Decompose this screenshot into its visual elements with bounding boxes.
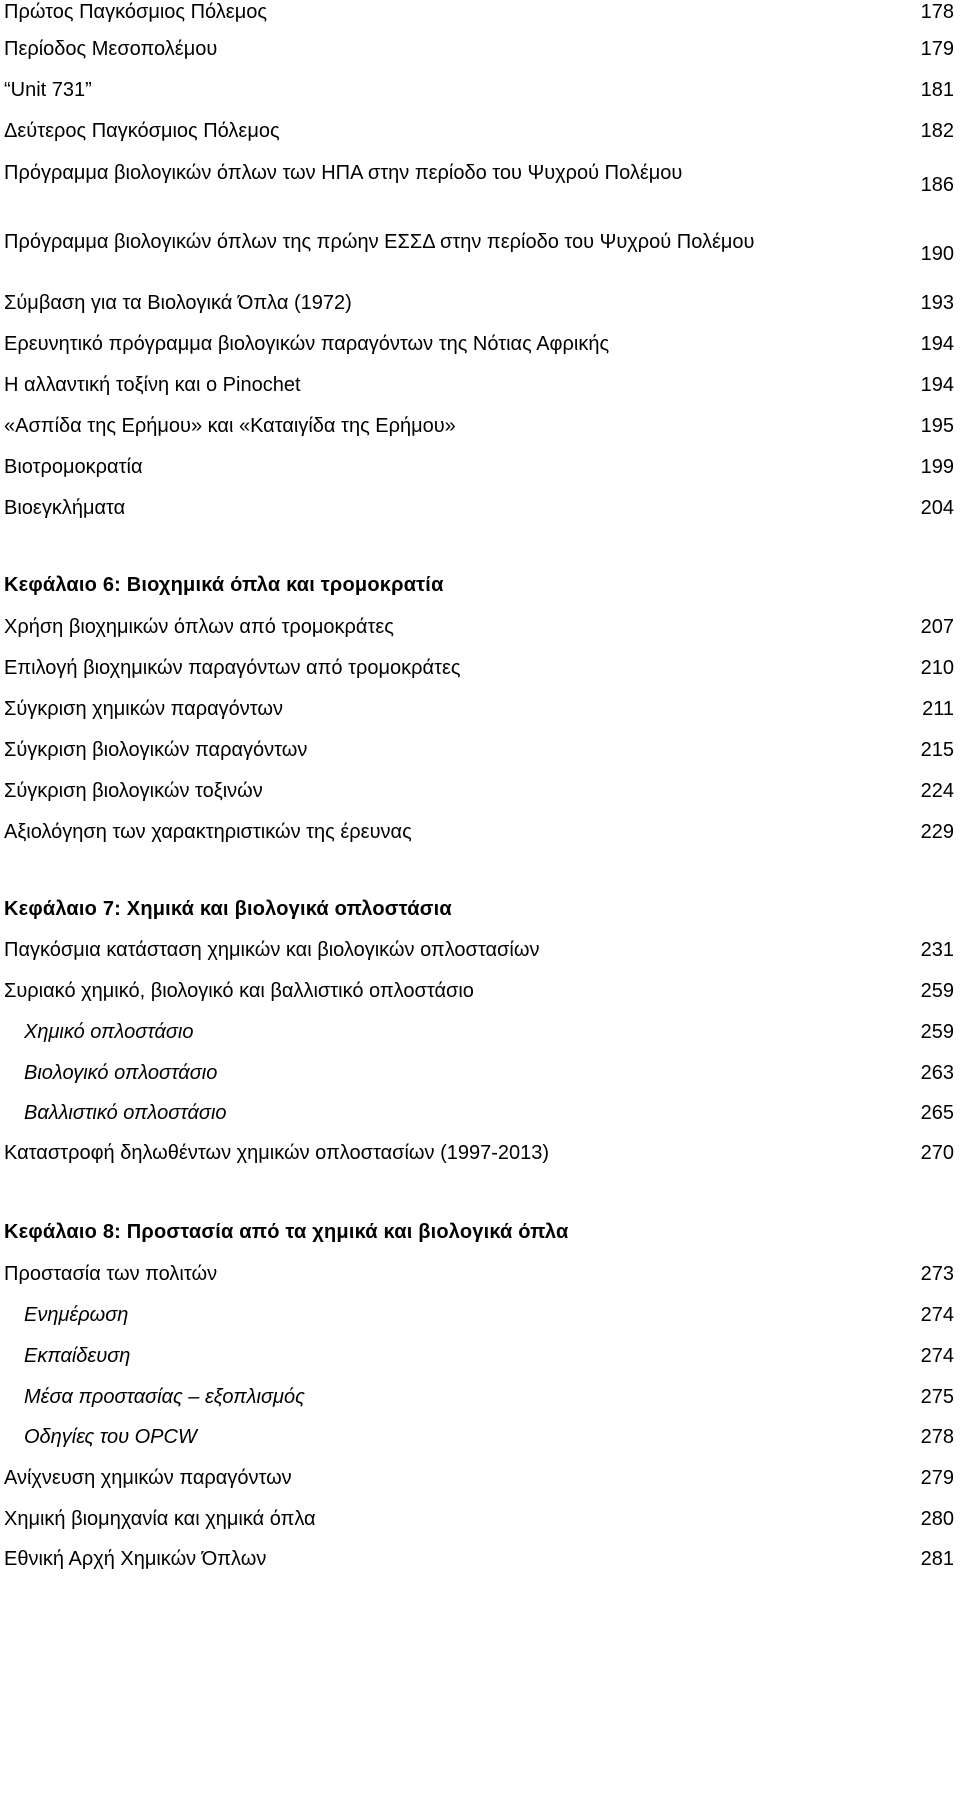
- toc-entry-title: Βιοεγκλήματα: [4, 497, 126, 519]
- toc-entry-title: “Unit 731”: [4, 79, 92, 101]
- toc-entry-title: Ανίχνευση χημικών παραγόντων: [4, 1467, 292, 1489]
- toc-entry-title: Αξιολόγηση των χαρακτηριστικών της έρευνας: [4, 821, 412, 843]
- toc-entry-title: Προστασία των πολιτών: [4, 1263, 218, 1285]
- toc-entry-title: Πρόγραμμα βιολογικών όπλων των ΗΠΑ στην περίοδο του Ψυχρού Πολέμου: [4, 162, 683, 184]
- toc-entry-page: 199: [920, 456, 954, 478]
- toc-entry-page: 259: [920, 980, 954, 1002]
- toc-entry-title: Χημική βιομηχανία και χημικά όπλα: [4, 1508, 316, 1530]
- toc-subentry-page: 274: [920, 1345, 954, 1367]
- toc-entry-title: Χρήση βιοχημικών όπλων από τρομοκράτες: [4, 616, 394, 638]
- toc-entry-page: 195: [920, 415, 954, 437]
- toc-entry-title: Παγκόσμια κατάσταση χημικών και βιολογικών οπλοστασίων: [4, 939, 540, 961]
- toc-entry-page: 215: [920, 739, 954, 761]
- toc-entry-page: 181: [920, 79, 954, 101]
- toc-entry-page: 182: [920, 120, 954, 142]
- toc-entry-title: Πρώτος Παγκόσμιος Πόλεμος: [4, 1, 267, 23]
- toc-entry-page: 179: [920, 38, 954, 60]
- chapter-heading-title: Κεφάλαιο 7: Χημικά και βιολογικά οπλοστάσια: [4, 898, 452, 920]
- toc-subentry-page: 278: [920, 1426, 954, 1448]
- toc-entry-page: 194: [920, 374, 954, 396]
- toc-entry-page: 273: [920, 1263, 954, 1285]
- toc-entry-page: 281: [920, 1548, 954, 1570]
- toc-entry-title: Σύγκριση χημικών παραγόντων: [4, 698, 284, 720]
- toc-entry-page: 186: [920, 174, 954, 196]
- toc-subentry-title: Οδηγίες του OPCW: [24, 1426, 197, 1448]
- toc-entry-page: 229: [920, 821, 954, 843]
- toc-entry-title: Η αλλαντική τοξίνη και ο Pinochet: [4, 374, 301, 396]
- toc-entry-title: Σύμβαση για τα Βιολογικά Όπλα (1972): [4, 292, 352, 314]
- toc-subentry-title: Ενημέρωση: [24, 1304, 129, 1326]
- toc-entry-title: Πρόγραμμα βιολογικών όπλων της πρώην ΕΣΣΔ στην περίοδο του Ψυχρού Πολέμου: [4, 231, 755, 253]
- toc-entry-page: 224: [920, 780, 954, 802]
- toc-subentry-title: Μέσα προστασίας – εξοπλισμός: [24, 1386, 305, 1408]
- toc-entry-title: Σύγκριση βιολογικών παραγόντων: [4, 739, 308, 761]
- toc-entry-page: 194: [920, 333, 954, 355]
- toc-entry-title: Επιλογή βιοχημικών παραγόντων από τρομοκράτες: [4, 657, 461, 679]
- toc-entry-page: 193: [920, 292, 954, 314]
- toc-entry-title: Δεύτερος Παγκόσμιος Πόλεμος: [4, 120, 280, 142]
- toc-entry-page: 178: [920, 1, 954, 23]
- toc-entry-page: 270: [920, 1142, 954, 1164]
- toc-entry-title: «Ασπίδα της Ερήμου» και «Καταιγίδα της Ερήμου»: [4, 415, 456, 437]
- toc-entry-title: Βιοτρομοκρατία: [4, 456, 143, 478]
- toc-entry-page: 210: [920, 657, 954, 679]
- toc-subentry-title: Εκπαίδευση: [24, 1345, 131, 1367]
- toc-entry-page: 207: [920, 616, 954, 638]
- toc-entry-title: Σύγκριση βιολογικών τοξινών: [4, 780, 263, 802]
- toc-subentry-page: 259: [920, 1021, 954, 1043]
- toc-entry-title: Ερευνητικό πρόγραμμα βιολογικών παραγόντων της Νότιας Αφρικής: [4, 333, 610, 355]
- toc-entry: [4, 230, 954, 278]
- toc-entry-page: 211: [922, 698, 954, 720]
- toc-entry-page: 190: [920, 243, 954, 265]
- toc-subentry-page: 263: [920, 1062, 954, 1084]
- toc-entry-title: Περίοδος Μεσοπολέμου: [4, 38, 218, 60]
- toc-subentry-page: 265: [920, 1102, 954, 1124]
- toc-entry: [4, 161, 954, 209]
- toc-subentry-title: Βιολογικό οπλοστάσιο: [24, 1062, 218, 1084]
- toc-entry-page: 280: [920, 1508, 954, 1530]
- toc-entry-page: 231: [920, 939, 954, 961]
- toc-entry-title: Εθνική Αρχή Χημικών Όπλων: [4, 1548, 267, 1570]
- toc-entry-page: 279: [920, 1467, 954, 1489]
- chapter-heading-title: Κεφάλαιο 6: Βιοχημικά όπλα και τρομοκρατία: [4, 574, 444, 596]
- toc-subentry-page: 274: [920, 1304, 954, 1326]
- toc-subentry-title: Χημικό οπλοστάσιο: [24, 1021, 194, 1043]
- toc-entry-title: Καταστροφή δηλωθέντων χημικών οπλοστασίων (1997-2013): [4, 1142, 550, 1164]
- toc-subentry-title: Βαλλιστικό οπλοστάσιο: [24, 1102, 227, 1124]
- toc-subentry-page: 275: [920, 1386, 954, 1408]
- chapter-heading-title: Κεφάλαιο 8: Προστασία από τα χημικά και βιολογικά όπλα: [4, 1221, 569, 1243]
- toc-entry-title: Συριακό χημικό, βιολογικό και βαλλιστικό οπλοστάσιο: [4, 980, 474, 1002]
- toc-entry-page: 204: [920, 497, 954, 519]
